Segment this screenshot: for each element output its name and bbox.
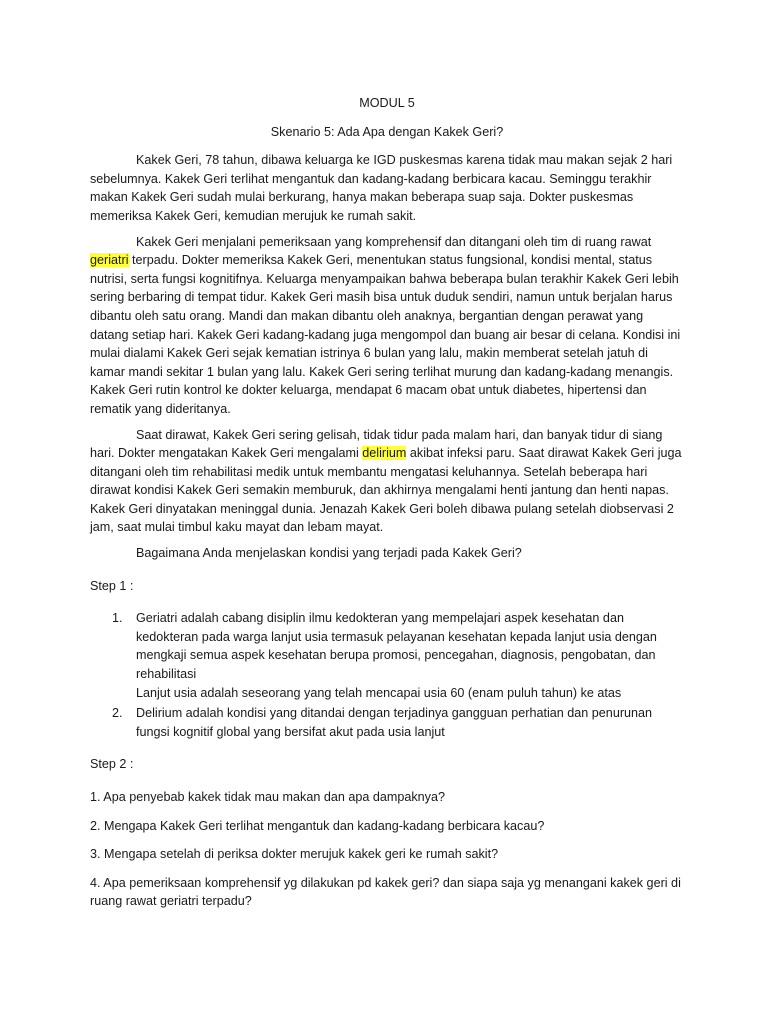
step-2-question-4: 4. Apa pemeriksaan komprehensif yg dilakukan pd kakek geri? dan siapa saja yg menangani kakek geri di ruang rawat geriatri terpadu? <box>90 875 681 909</box>
definition-text: Geriatri adalah cabang disiplin ilmu kedokteran yang mempelajari aspek kesehatan dan kedokteran pada warga lanjut usia termasuk pelayanan kesehatan kepada lanjut usia dengan mengkaji semua aspek kesehatan berupa promosi, pencegahan, diagnosis, pengobatan, dan rehabilitasi <box>136 611 657 682</box>
scenario-paragraph-3 <box>90 426 684 538</box>
scenario-paragraph-1: Kakek Geri, 78 tahun, dibawa keluarga ke IGD puskesmas karena tidak mau makan sejak 2 hari sebelumnya. Kakek Geri terlihat mengantuk dan kadang-kadang berbicara kacau. Seminggu terakhir makan Kakek Geri sudah mulai berkurang, hanya makan beberapa suap saja. Dokter puskesmas memeriksa Kakek Geri, kemudian merujuk ke rumah sakit. <box>90 153 673 223</box>
paragraph-text: terpadu. Dokter memeriksa Kakek Geri, menentukan status fungsional, kondisi mental, status nutrisi, serta fungsi kognitifnya. Keluarga menyampaikan bahwa beberapa bulan terakhir Kakek Geri lebih sering berbaring di tempat tidur. Kakek Geri masih bisa untuk duduk sendiri, namun untuk berjalan harus dibantu oleh satu orang. Mandi dan makan dibantu oleh anaknya, bergantian dengan perawat yang datang setiap hari. Kakek Geri kadang-kadang juga mengompol dan buang air besar di celana. Kondisi ini mulai dialami Kakek Geri sejak kematian istrinya 6 bulan yang lalu, makin memberat setelah jatuh di kamar mandi sekitar 1 bulan yang lalu. Kakek Geri sering terlihat murung dan kadang-kadang menangis. Kakek Geri rutin kontrol ke dokter keluarga, mendapat 6 macam obat untuk diabetes, hipertensi dan rematik yang dideritanya. <box>90 253 681 416</box>
step-2-heading: Step 2 : <box>90 757 134 772</box>
step-1-definition-list <box>90 609 684 741</box>
step-2-question-3: 3. Mengapa setelah di periksa dokter merujuk kakek geri ke rumah sakit? <box>90 847 499 862</box>
list-item <box>90 704 684 741</box>
highlighted-term-geriatri: geriatri <box>90 253 129 268</box>
paragraph-text: akibat infeksi paru. Saat dirawat Kakek Geri juga ditangani oleh tim rehabilitasi medik untuk membantu mengatasi keluhannya. Setelah beberapa hari dirawat kondisi Kakek Geri semakin memburuk, dan akhirnya mengalami henti jantung dan henti napas. Kakek Geri dinyatakan meninggal dunia. Jenazah Kakek Geri boleh dibawa pulang setelah diobservasi 2 jam, saat mulai timbul kaku mayat dan lebam mayat. <box>90 446 682 535</box>
scenario-title: Skenario 5: Ada Apa dengan Kakek Geri? <box>270 124 504 139</box>
paragraph-text: Saat dirawat, Kakek Geri sering gelisah, tidak tidur pada malam hari, dan banyak tidur di siang hari. Dokter mengatakan Kakek Geri mengalami <box>90 427 663 461</box>
highlighted-term-delirium: delirium <box>362 446 407 461</box>
definition-text: Delirium adalah kondisi yang ditandai dengan terjadinya gangguan perhatian dan penurunan fungsi kognitif global yang bersifat akut pada usia lanjut <box>136 706 653 739</box>
list-item <box>90 609 684 702</box>
step-2-question-1: 1. Apa penyebab kakek tidak mau makan dan apa dampaknya? <box>90 790 445 804</box>
module-title: MODUL 5 <box>359 96 415 110</box>
paragraph-text: Kakek Geri menjalani pemeriksaan yang komprehensif dan ditangani oleh tim di ruang rawat <box>136 234 652 249</box>
definition-extra-text: Lanjut usia adalah seseorang yang telah mencapai usia 60 (enam puluh tahun) ke atas <box>136 685 622 700</box>
step-1-heading: Step 1 : <box>90 578 134 593</box>
list-item-number: 1. <box>112 611 123 626</box>
list-item-number: 2. <box>112 706 123 721</box>
scenario-question: Bagaimana Anda menjelaskan kondisi yang terjadi pada Kakek Geri? <box>136 546 522 561</box>
scenario-paragraph-2 <box>90 233 684 419</box>
step-2-question-2: 2. Mengapa Kakek Geri terlihat mengantuk dan kadang-kadang berbicara kacau? <box>90 818 545 833</box>
